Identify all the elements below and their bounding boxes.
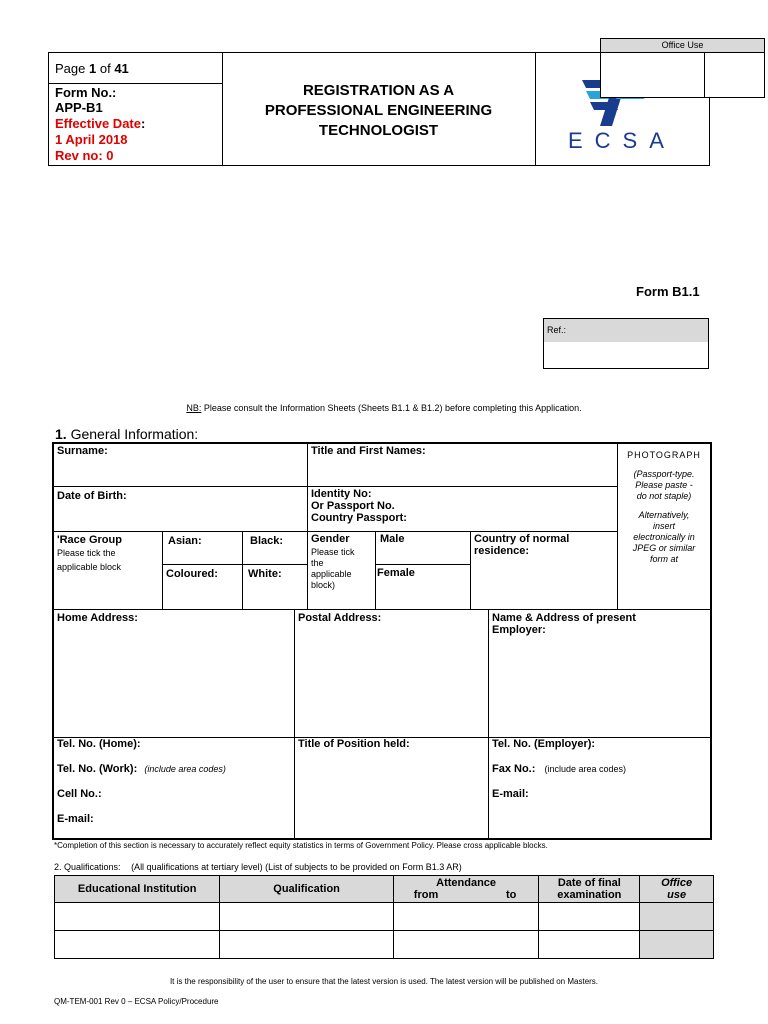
office-use-header: Office Use bbox=[601, 39, 764, 53]
tel-employer-field[interactable]: Tel. No. (Employer): bbox=[492, 738, 596, 750]
postal-address-field[interactable]: Postal Address: bbox=[298, 612, 382, 624]
title-first-names-field[interactable]: Title and First Names: bbox=[311, 445, 426, 457]
home-address-field[interactable]: Home Address: bbox=[57, 612, 138, 624]
date-of-birth-field[interactable]: Date of Birth: bbox=[57, 490, 127, 502]
col-final-exam-header: Date of final examination bbox=[539, 876, 640, 903]
qualification-cell[interactable] bbox=[220, 903, 393, 931]
document-title: REGISTRATION AS A PROFESSIONAL ENGINEERING TECHNOLOGIST bbox=[264, 82, 493, 139]
fax-field[interactable]: Fax No.: (include area codes) bbox=[492, 763, 627, 775]
employer-email-field[interactable]: E-mail: bbox=[492, 788, 529, 800]
race-group-label: 'Race Group Please tick the applicable block bbox=[57, 534, 122, 572]
revision: Rev no: 0 bbox=[55, 148, 114, 163]
race-coloured-checkbox[interactable]: Coloured: bbox=[166, 568, 218, 580]
tel-work-field[interactable]: Tel. No. (Work): (include area codes) bbox=[57, 763, 226, 775]
final-exam-cell[interactable] bbox=[539, 903, 640, 931]
surname-field[interactable]: Surname: bbox=[57, 445, 108, 457]
country-residence-field[interactable]: Country of normal residence: bbox=[474, 533, 570, 557]
version-notice: It is the responsibility of the user to ensure that the latest version is used. The latest version will be published on Masters. bbox=[169, 977, 599, 986]
nb-note: NB: Please consult the Information Sheets (Sheets B1.1 & B1.2) before completing this Application. bbox=[186, 403, 582, 413]
institution-cell[interactable] bbox=[55, 931, 220, 959]
header-row-divider bbox=[48, 83, 222, 84]
effective-date: 1 April 2018 bbox=[55, 132, 128, 147]
qualifications-table bbox=[54, 875, 714, 959]
race-asian-checkbox[interactable]: Asian: bbox=[168, 535, 202, 547]
document-code: QM-TEM-001 Rev 0 – ECSA Policy/Procedure bbox=[54, 997, 219, 1006]
photograph-box[interactable]: PHOTOGRAPH (Passport-type. Please paste - do not staple) Alternatively, insert electronically in JPEG or similar form at bbox=[627, 450, 701, 564]
form-label: Form B1.1 bbox=[636, 284, 700, 299]
attendance-cell[interactable] bbox=[393, 931, 539, 959]
office-use-divider bbox=[704, 52, 705, 98]
form-no: APP-B1 bbox=[55, 100, 103, 115]
logo-text: ECSA bbox=[568, 128, 676, 153]
qualification-cell[interactable] bbox=[220, 931, 393, 959]
effective-date-label: Effective Date: bbox=[55, 116, 146, 131]
table-row bbox=[55, 931, 714, 959]
table-row bbox=[55, 876, 714, 903]
institution-cell[interactable] bbox=[55, 903, 220, 931]
form-no-label: Form No.: bbox=[55, 85, 117, 100]
section2-title: 2. Qualifications: (All qualifications at tertiary level) (List of subjects to be provided on Form B1.3 AR) bbox=[54, 862, 462, 872]
table-row bbox=[55, 903, 714, 931]
position-title-field[interactable]: Title of Position held: bbox=[298, 738, 410, 750]
tel-home-field[interactable]: Tel. No. (Home): bbox=[57, 738, 141, 750]
gender-label: Gender Please tick the applicable block) bbox=[311, 533, 355, 590]
col-attendance-header: Attendance from to bbox=[393, 876, 539, 903]
final-exam-cell[interactable] bbox=[539, 931, 640, 959]
identity-number-field[interactable]: Identity No: Or Passport No. Country Passport: bbox=[311, 488, 407, 524]
page-number: Page 1 of 41 bbox=[55, 61, 129, 76]
office-use-cell bbox=[640, 931, 714, 959]
gender-female-checkbox[interactable]: Female bbox=[377, 567, 415, 579]
attendance-cell[interactable] bbox=[393, 903, 539, 931]
ref-field[interactable]: Ref.: bbox=[544, 319, 708, 342]
employer-address-field[interactable]: Name & Address of present Employer: bbox=[492, 612, 636, 636]
office-use-cell bbox=[640, 903, 714, 931]
gender-male-checkbox[interactable]: Male bbox=[380, 533, 405, 545]
col-office-use-header: Office use bbox=[640, 876, 714, 903]
race-black-checkbox[interactable]: Black: bbox=[250, 535, 284, 547]
race-white-checkbox[interactable]: White: bbox=[248, 568, 282, 580]
col-institution-header: Educational Institution bbox=[55, 876, 220, 903]
email-field[interactable]: E-mail: bbox=[57, 813, 94, 825]
cell-number-field[interactable]: Cell No.: bbox=[57, 788, 102, 800]
header-divider-2 bbox=[535, 52, 536, 166]
col-qualification-header: Qualification bbox=[220, 876, 393, 903]
equity-footnote: *Completion of this section is necessary to accurately reflect equity statistics in terms of Government Policy. Please cross applicable blocks. bbox=[54, 841, 548, 850]
section1-title: 1. General Information: bbox=[55, 426, 199, 442]
